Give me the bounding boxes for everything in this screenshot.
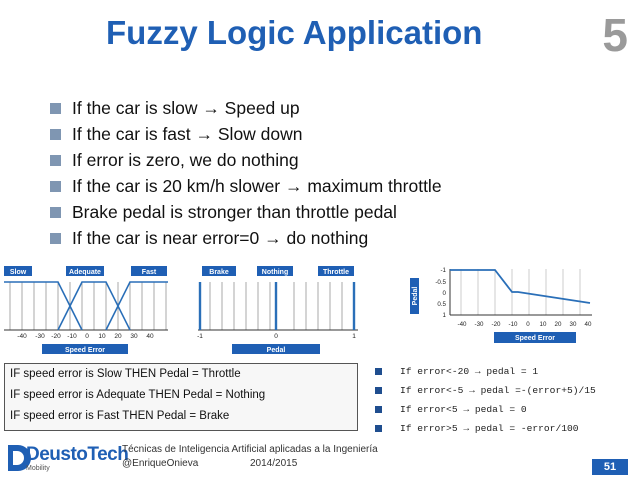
bullet-item: If error is zero, we do nothing: [50, 147, 442, 173]
tick-label: -20: [51, 333, 61, 340]
ytick-label: -0.5: [435, 279, 446, 286]
footer-year: 2014/2015: [250, 458, 298, 469]
label-brake: Brake: [209, 269, 229, 276]
bullet-square-icon: [50, 155, 61, 166]
tick-label: 1: [352, 333, 356, 340]
bullet-item: If the car is near error=0 → do nothing: [50, 225, 442, 251]
ytick-label: 1: [442, 312, 446, 319]
bullet-square-icon: [50, 103, 61, 114]
equation-item: If error<-20 → pedal = 1: [372, 362, 630, 381]
tick-label: 0: [85, 333, 89, 340]
xtick-label: -40: [457, 321, 467, 328]
xtick-label: -10: [508, 321, 518, 328]
axis-title: Speed Error: [64, 347, 106, 354]
label-throttle: Throttle: [322, 269, 350, 276]
logo-text: DeustoTech: [26, 444, 129, 465]
bullet-square-icon: [50, 181, 61, 192]
label-nothing: Nothing: [261, 269, 289, 276]
xtick-label: -30: [474, 321, 484, 328]
bullet-square-icon: [375, 425, 382, 432]
rule-item: IF speed error is Slow THEN Pedal = Throttle: [10, 368, 241, 380]
bullet-square-icon: [50, 233, 61, 244]
slide-title: Fuzzy Logic Application: [106, 14, 483, 51]
tick-label: 30: [130, 333, 138, 340]
bullet-square-icon: [375, 368, 382, 375]
bullet-square-icon: [375, 406, 382, 413]
pedal-vs-error-chart: [410, 264, 596, 346]
rule-item: IF speed error is Adequate THEN Pedal = Nothing: [10, 389, 266, 401]
rules-box: [4, 363, 358, 431]
bullet-list: [50, 95, 442, 251]
tick-label: -40: [17, 333, 27, 340]
ytick-label: 0: [442, 290, 446, 297]
bullet-item: Brake pedal is stronger than throttle pedal: [50, 199, 442, 225]
equation-item: If error<-5 → pedal =-(error+5)/15: [372, 381, 630, 400]
bullet-square-icon: [50, 129, 61, 140]
xtick-label: 20: [554, 321, 562, 328]
xtick-label: -20: [491, 321, 501, 328]
axis-title: Pedal: [266, 347, 286, 354]
footer-course: Técnicas de Inteligencia Artificial aplicadas a la Ingeniería: [122, 444, 378, 455]
xtick-label: 10: [539, 321, 547, 328]
label-fast: Fast: [141, 269, 157, 276]
label-slow: Slow: [9, 269, 27, 276]
bullet-item: If the car is 20 km/h slower → maximum throttle: [50, 173, 442, 199]
footer-author: @EnriqueOnieva: [122, 458, 199, 469]
bullet-item: If the car is fast → Slow down: [50, 121, 442, 147]
rule-item: IF speed error is Fast THEN Pedal = Brake: [10, 410, 230, 422]
logo-subtext: Mobility: [26, 465, 50, 472]
tick-label: -10: [67, 333, 77, 340]
tick-label: 10: [98, 333, 106, 340]
tick-label: 40: [146, 333, 154, 340]
equation-item: If error<5 → pedal = 0: [372, 400, 630, 419]
xtick-label: 30: [569, 321, 577, 328]
mf-fast-line: [106, 282, 168, 330]
equation-item: If error>5 → pedal = -error/100: [372, 419, 630, 438]
pedal-chart: [192, 262, 364, 358]
ylabel: Pedal: [412, 286, 419, 306]
bullet-square-icon: [375, 387, 382, 394]
xtick-label: 40: [584, 321, 592, 328]
bullet-item: If the car is slow → Speed up: [50, 95, 442, 121]
section-number: 5: [602, 9, 628, 61]
xtick-label: 0: [526, 321, 530, 328]
ytick-label: -1: [440, 267, 446, 274]
tick-label: 0: [274, 333, 278, 340]
page-number: 51: [592, 459, 628, 475]
output-curve: [450, 270, 590, 303]
label-adequate: Adequate: [69, 269, 101, 276]
speed-error-chart: [0, 262, 172, 358]
tick-label: 20: [114, 333, 122, 340]
axis-title: Speed Error: [514, 335, 556, 342]
bullet-square-icon: [50, 207, 61, 218]
ytick-label: 0.5: [437, 301, 446, 308]
equation-list: [372, 362, 630, 438]
tick-label: -1: [197, 333, 203, 340]
tick-label: -30: [35, 333, 45, 340]
